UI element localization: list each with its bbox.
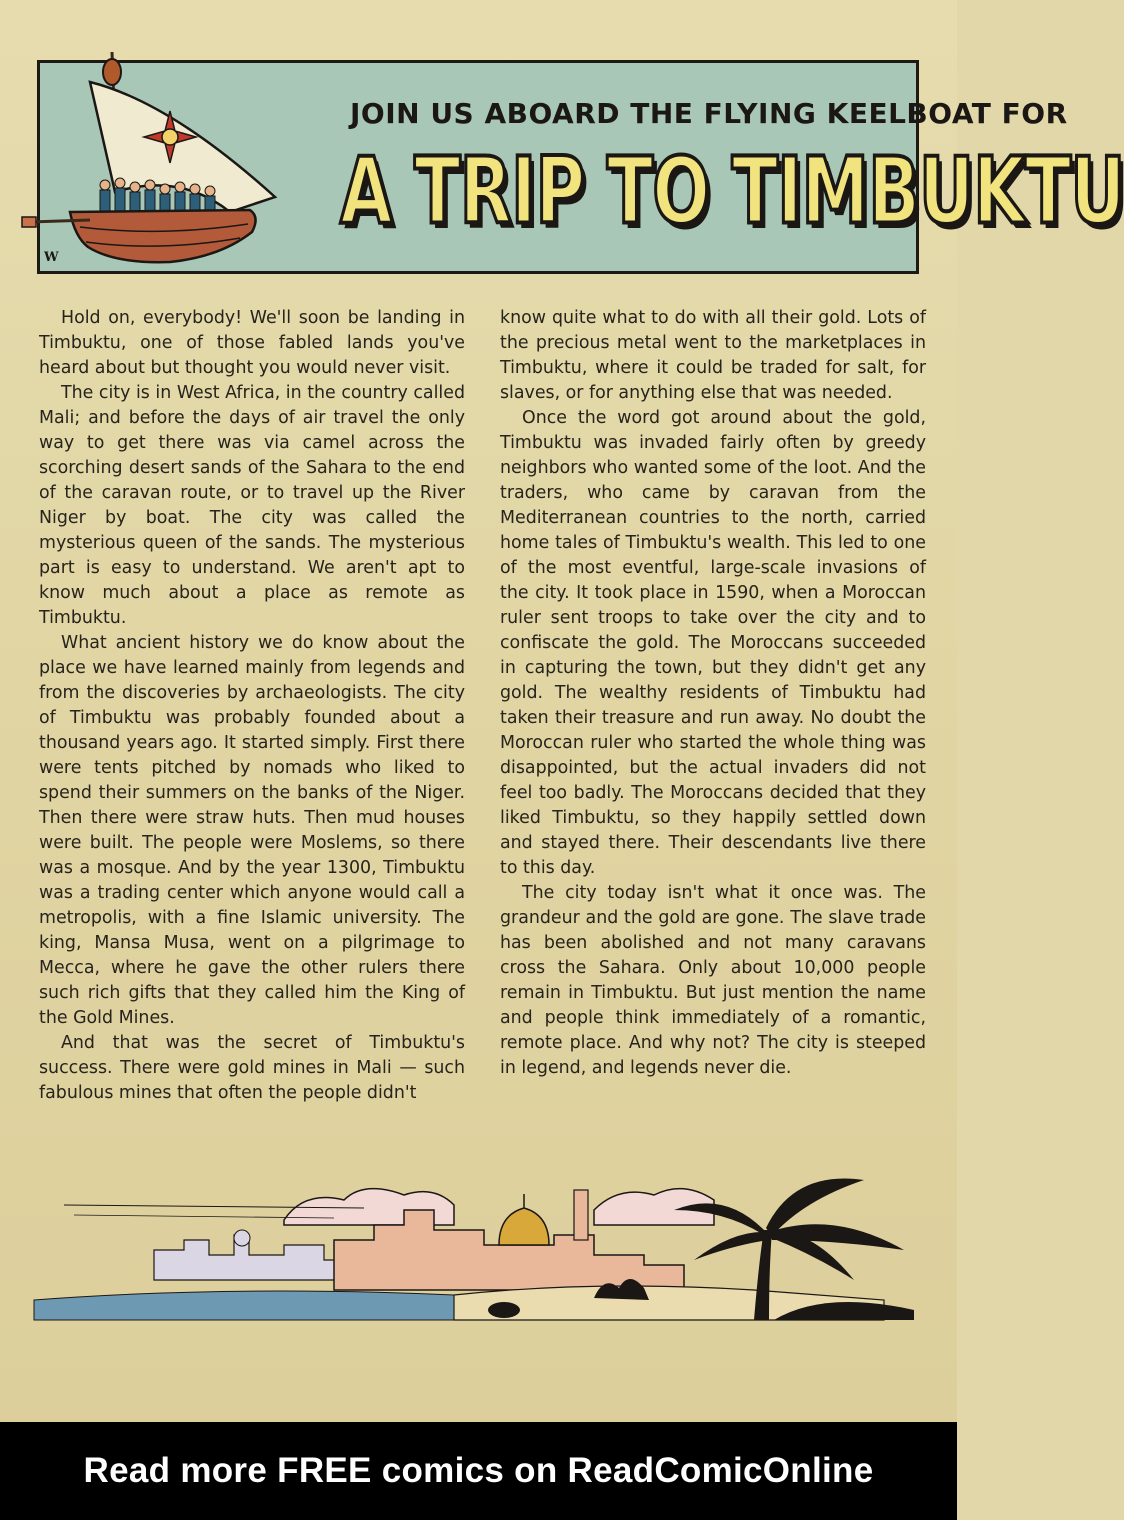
artist-signature: W bbox=[44, 250, 59, 265]
paragraph: Hold on, everybody! We'll soon be landing in Timbuktu, one of those fabled lands you've heard about but thought you would never visit. bbox=[39, 308, 465, 378]
paragraph: The city today isn't what it once was. The grandeur and the gold are gone. The slave trade has been abolished and not many caravans cross the Sahara. Only about 10,000 people remain in Timbuktu. But just mention the name and people think immediately of a romantic, remote place. And why not? The city is steeped in legend, and legends never die. bbox=[500, 883, 926, 1078]
title-tagline: JOIN US ABOARD THE FLYING KEELBOAT FOR bbox=[350, 97, 1068, 130]
paragraph: Once the word got around about the gold, Timbuktu was invaded fairly often by greedy neighbors who wanted some of the loot. And the traders, who came by caravan from the Mediterranean countries to the north, carried home tales of Timbuktu's wealth. This led to one of the most eventful, large-scale invasions of the city. It took place in 1590, when a Moroccan ruler sent troops to take over the city and to confiscate the gold. The Moroccans succeeded in capturing the town, but they didn't get any gold. The wealthy residents of Timbuktu had taken their treasure and run away. No doubt the Moroccan ruler who started the whole thing was disappointed, but the actual invaders did not feel too badly. The Moroccans decided that they liked Timbuktu, so they happily settled down and stayed there. Their descendants live there to this day. bbox=[500, 408, 926, 878]
footer-banner[interactable] bbox=[0, 1422, 957, 1520]
paragraph: And that was the secret of Timbuktu's success. There were gold mines in Mali — such fabulous mines that often the people didn't bbox=[39, 1033, 465, 1103]
article-right-column bbox=[500, 306, 926, 1081]
flying-keelboat-illustration bbox=[20, 42, 290, 304]
paragraph: What ancient history we do know about the place we have learned mainly from legends and from the discoveries by archaeologists. The city of Timbuktu was probably founded about a thousand years ago. It started simply. First there were tents pitched by nomads who liked to spend their summers on the banks of the Niger. Then there were straw huts. Then mud houses were built. The people were Moslems, so there was a mosque. And by the year 1300, Timbuktu was a trading center which anyone would call a metropolis, with a fine Islamic university. The king, Mansa Musa, went on a pilgrimage to Mecca, where he gave the other rulers there such rich gifts that they called him the King of the Gold Mines. bbox=[39, 633, 465, 1028]
article-title: A TRIP TO TIMBUKTU bbox=[340, 139, 1124, 246]
article-left-column bbox=[39, 306, 465, 1106]
paragraph: know quite what to do with all their gold. Lots of the precious metal went to the marketplaces in Timbuktu, where it could be traded for salt, for slaves, or for anything else that was needed. bbox=[500, 308, 926, 403]
paragraph: The city is in West Africa, in the country called Mali; and before the days of air travel the only way to get there was via camel across the scorching desert sands of the Sahara to the end of the caravan route, or to travel up the River Niger by boat. The city was called the mysterious queen of the sands. The mysterious part is easy to understand. We aren't apt to know much about a place as remote as Timbuktu. bbox=[39, 383, 465, 628]
timbuktu-skyline-illustration bbox=[34, 1170, 924, 1330]
footer-banner-text[interactable]: Read more FREE comics on ReadComicOnline bbox=[83, 1451, 874, 1490]
